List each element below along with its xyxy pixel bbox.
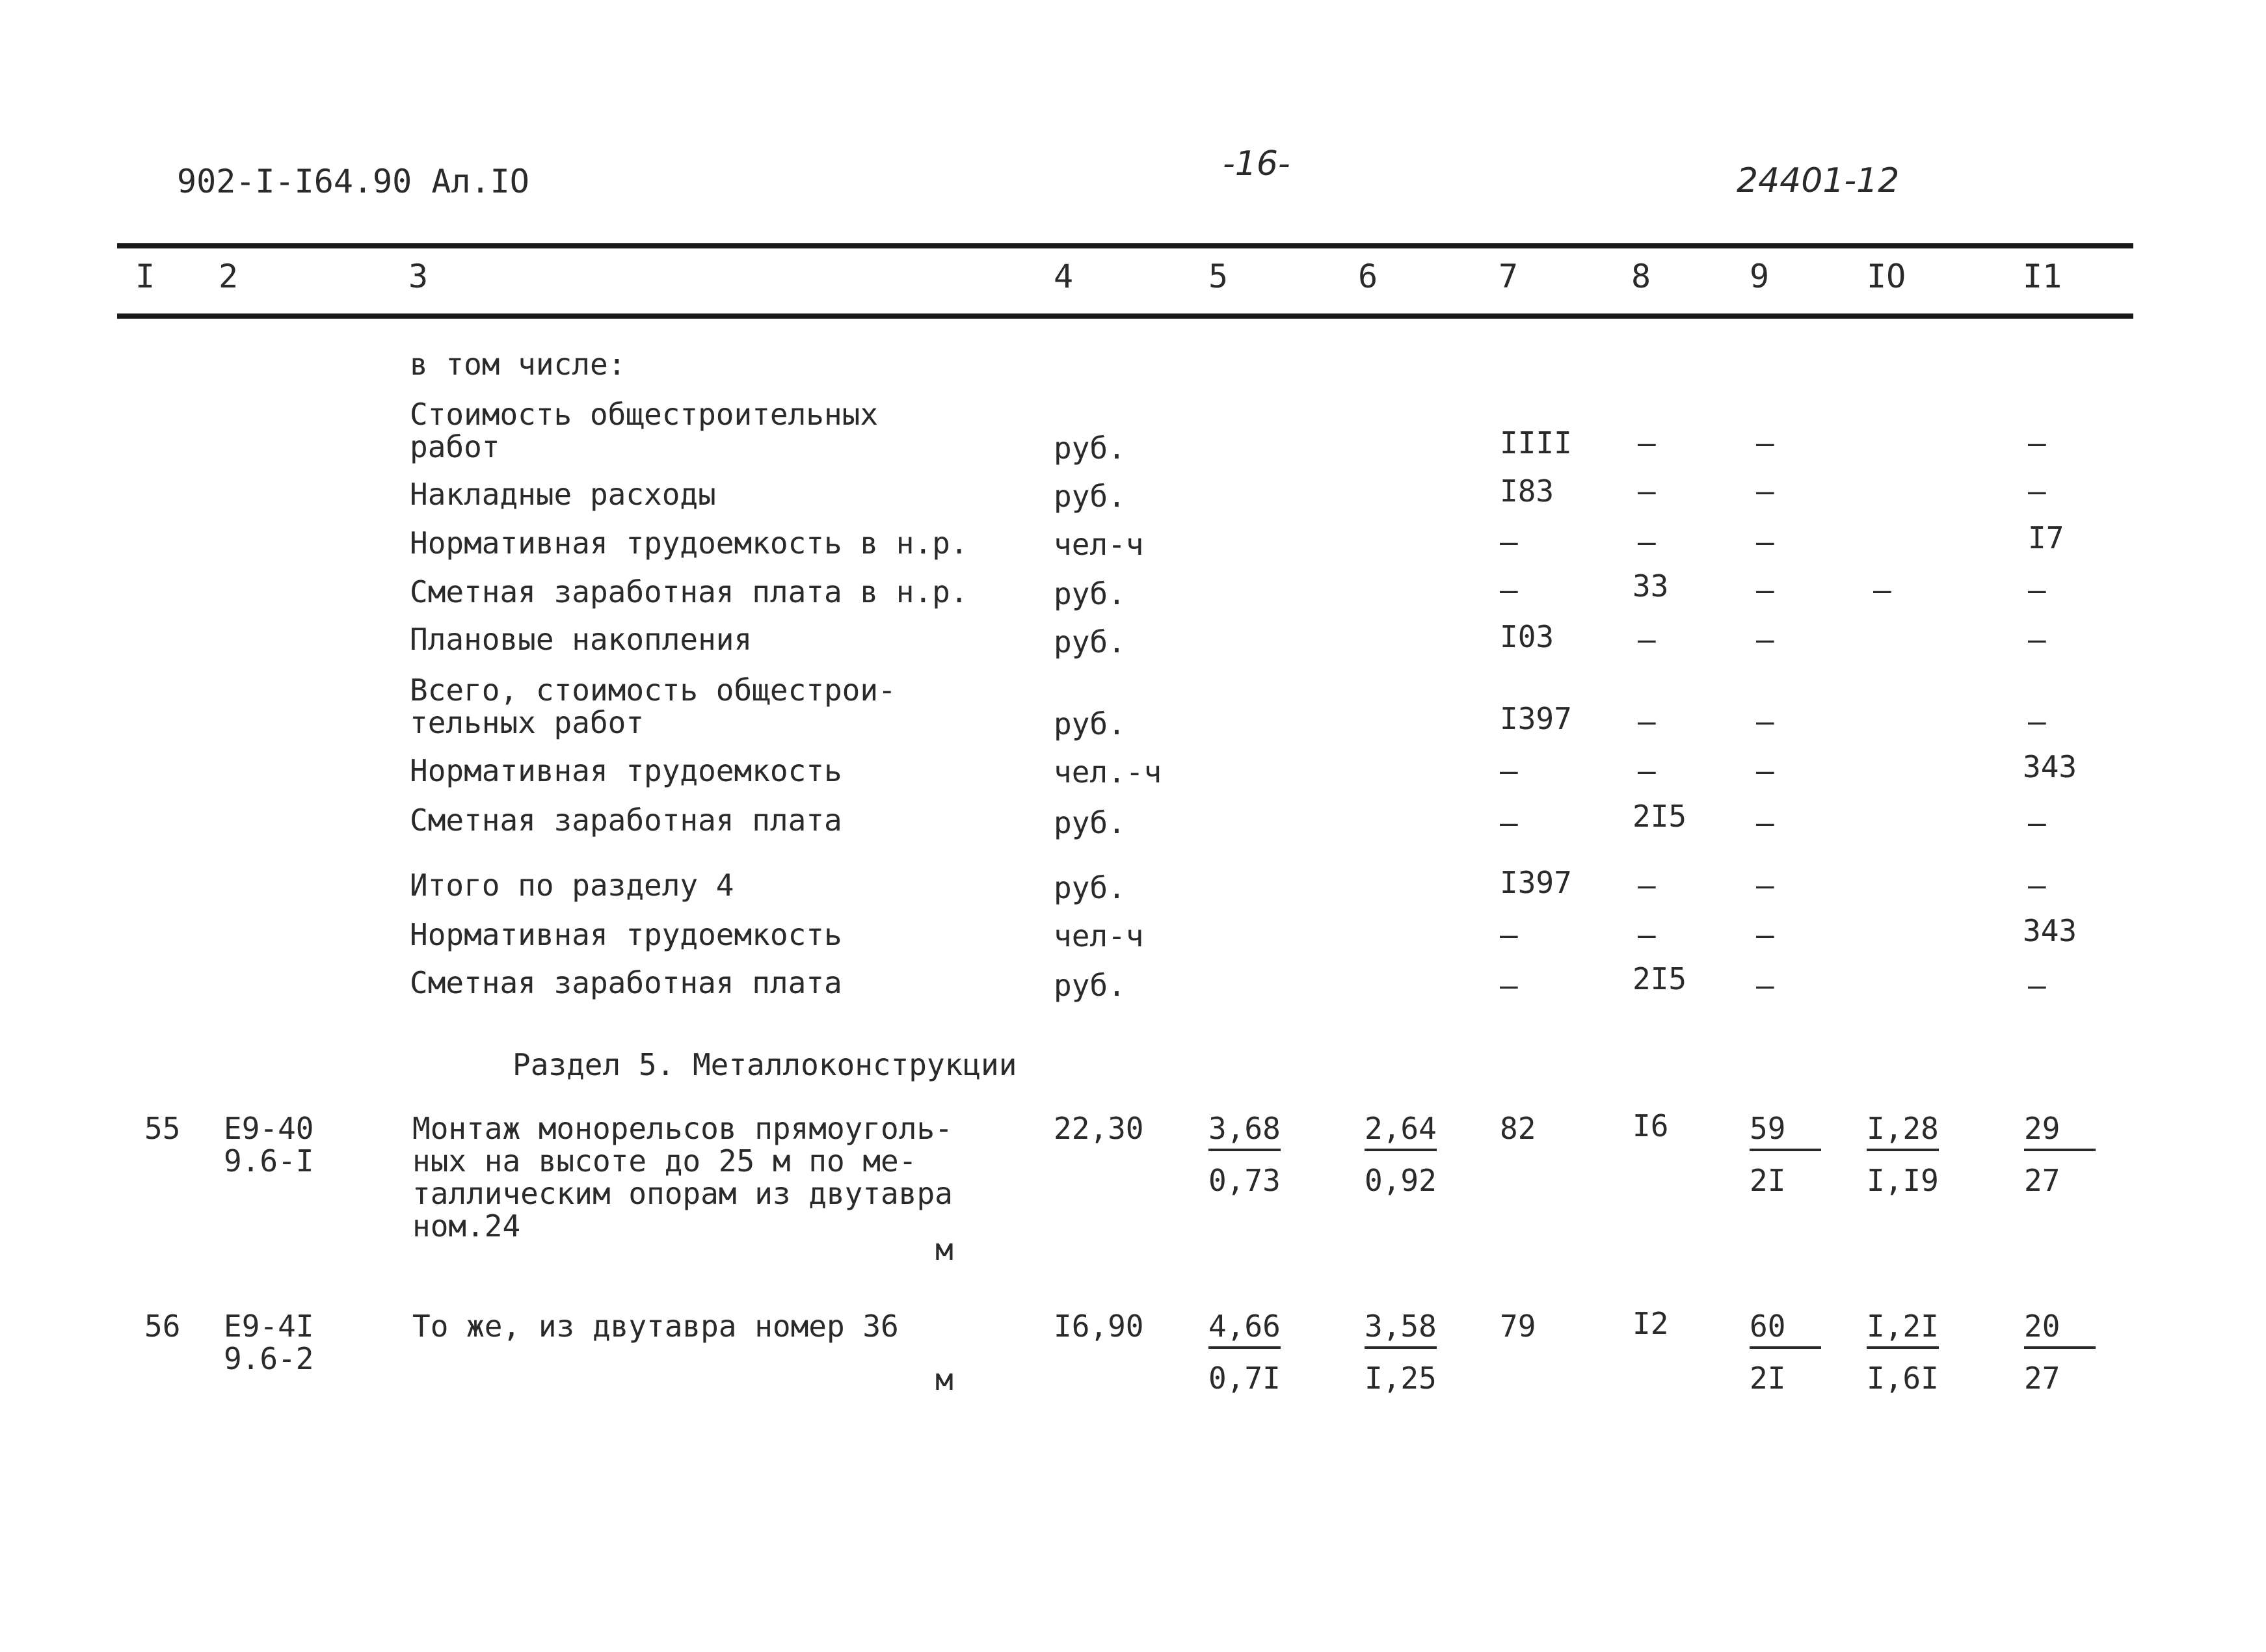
fraction-c6 <box>1365 1310 1437 1394</box>
item-description: ных на высоте до 25 м по ме- <box>412 1143 917 1179</box>
row-name: работ <box>410 429 500 464</box>
cell-c11: – <box>2028 622 2046 657</box>
row-name: Стоимость общестроительных <box>410 397 879 432</box>
row-unit: руб. <box>1054 624 1126 659</box>
cell-c7: – <box>1500 805 1518 840</box>
cell-c7: 82 <box>1500 1111 1536 1146</box>
row-unit: руб. <box>1054 576 1126 611</box>
fraction-denominator: I,I9 <box>1867 1163 1939 1198</box>
cell-c11: 343 <box>2023 749 2077 784</box>
table-header-rule <box>117 313 2133 319</box>
row-name: Нормативная трудоемкость <box>410 917 842 952</box>
cell-c11: – <box>2028 968 2046 1003</box>
row-unit: чел-ч <box>1054 527 1144 562</box>
fraction-c6 <box>1365 1112 1437 1197</box>
item-code: 9.6-2 <box>224 1341 314 1376</box>
cell-c9: – <box>1756 473 1774 509</box>
fraction-denominator: I,6I <box>1867 1361 1939 1396</box>
item-measure-unit: м <box>935 1362 953 1397</box>
item-code: 9.6-I <box>224 1143 314 1179</box>
cell-c8: – <box>1638 868 1656 903</box>
cell-c8: – <box>1638 917 1656 952</box>
cell-c7: – <box>1500 917 1518 952</box>
item-measure-unit: м <box>935 1232 953 1267</box>
row-name: тельных работ <box>410 705 645 740</box>
cell-c8: – <box>1638 425 1656 460</box>
fraction-c5 <box>1208 1310 1281 1394</box>
cell-c9: – <box>1756 622 1774 657</box>
fraction-numerator: 2,64 <box>1365 1112 1437 1151</box>
fraction-c11 <box>2024 1112 2096 1197</box>
column-header: 3 <box>408 258 429 295</box>
column-header: 2 <box>219 258 239 295</box>
row-unit: чел-ч <box>1054 918 1144 953</box>
document-number: 24401-12 <box>1737 161 1900 200</box>
summary-intro: в том числе: <box>410 347 626 382</box>
cell-c8: – <box>1638 753 1656 788</box>
cell-c7: – <box>1500 572 1518 607</box>
row-name: Всего, стоимость общестрои- <box>410 673 896 708</box>
row-name: Плановые накопления <box>410 622 753 657</box>
fraction-denominator: 0,73 <box>1208 1163 1281 1198</box>
row-unit: руб. <box>1054 479 1126 514</box>
fraction-denominator: 2I <box>1750 1361 1786 1396</box>
fraction-numerator: 4,66 <box>1208 1310 1281 1349</box>
row-name: Сметная заработная плата в н.р. <box>410 574 968 609</box>
cell-c8: I2 <box>1633 1306 1669 1341</box>
column-header: 7 <box>1499 258 1519 295</box>
cell-c9: – <box>1756 704 1774 739</box>
row-name: Нормативная трудоемкость <box>410 753 842 788</box>
column-header: IO <box>1867 258 1906 295</box>
cell-c8: – <box>1638 622 1656 657</box>
fraction-denominator: 27 <box>2024 1163 2060 1198</box>
cell-c11: I7 <box>2028 520 2064 555</box>
item-code: Е9-4I <box>224 1309 314 1344</box>
cell-c7: I83 <box>1500 473 1554 509</box>
item-description: ном.24 <box>412 1208 521 1244</box>
row-unit: руб. <box>1054 805 1126 840</box>
document-code: 902-I-I64.90 Ал.IO <box>177 163 529 200</box>
item-description: Монтаж монорельсов прямоуголь- <box>412 1111 953 1146</box>
fraction-c11 <box>2024 1310 2096 1394</box>
item-description: таллическим опорам из двутавра <box>412 1176 953 1211</box>
row-name: Итого по разделу 4 <box>410 868 734 903</box>
cell-c11: – <box>2028 425 2046 460</box>
row-unit: руб. <box>1054 870 1126 905</box>
cell-c7: IIII <box>1500 425 1572 460</box>
row-name: Нормативная трудоемкость в н.р. <box>410 526 968 561</box>
fraction-denominator: 0,7I <box>1208 1361 1281 1396</box>
cell-c7: – <box>1500 524 1518 559</box>
fraction-c9 <box>1750 1112 1821 1197</box>
cell-c9: – <box>1756 868 1774 903</box>
cell-c9: – <box>1756 968 1774 1003</box>
cell-c9: – <box>1756 425 1774 460</box>
cell-c11: – <box>2028 704 2046 739</box>
row-unit: руб. <box>1054 431 1126 466</box>
cell-c7: 79 <box>1500 1309 1536 1344</box>
fraction-c9 <box>1750 1310 1821 1394</box>
fraction-numerator: I,2I <box>1867 1310 1939 1349</box>
row-unit: руб. <box>1054 706 1126 741</box>
cell-c8: I6 <box>1633 1108 1669 1143</box>
fraction-numerator: I,28 <box>1867 1112 1939 1151</box>
column-header: I1 <box>2023 258 2062 295</box>
item-quantity: 22,30 <box>1054 1111 1144 1146</box>
cell-c11: – <box>2028 868 2046 903</box>
fraction-numerator: 3,68 <box>1208 1112 1281 1151</box>
row-unit: чел.-ч <box>1054 754 1162 790</box>
fraction-denominator: 2I <box>1750 1163 1786 1198</box>
row-name: Накладные расходы <box>410 477 716 512</box>
fraction-numerator: 29 <box>2024 1112 2096 1151</box>
table-top-rule <box>117 243 2133 248</box>
cell-c11: – <box>2028 473 2046 509</box>
item-number: 56 <box>144 1309 181 1344</box>
cell-c7: I397 <box>1500 701 1572 736</box>
cell-c8: 2I5 <box>1633 799 1687 834</box>
item-quantity: I6,90 <box>1054 1309 1144 1344</box>
cell-c9: – <box>1756 524 1774 559</box>
cell-c8: 2I5 <box>1633 961 1687 996</box>
cell-c9: – <box>1756 572 1774 607</box>
cell-c7: – <box>1500 753 1518 788</box>
fraction-c10 <box>1867 1310 1939 1394</box>
fraction-numerator: 3,58 <box>1365 1310 1437 1349</box>
fraction-numerator: 20 <box>2024 1310 2096 1349</box>
cell-c8: 33 <box>1633 568 1669 604</box>
cell-c11: – <box>2028 805 2046 840</box>
fraction-c10 <box>1867 1112 1939 1197</box>
column-header: 8 <box>1631 258 1651 295</box>
fraction-denominator: 0,92 <box>1365 1163 1437 1198</box>
cell-c10: – <box>1873 572 1891 607</box>
column-header: 9 <box>1750 258 1770 295</box>
column-header: 6 <box>1358 258 1378 295</box>
row-unit: руб. <box>1054 968 1126 1003</box>
item-number: 55 <box>144 1111 181 1146</box>
item-description: То же, из двутавра номер 36 <box>412 1309 899 1344</box>
column-header: I <box>135 258 155 295</box>
cell-c8: – <box>1638 473 1656 509</box>
column-header: 5 <box>1208 258 1229 295</box>
cell-c7: I03 <box>1500 619 1554 654</box>
fraction-numerator: 59 <box>1750 1112 1821 1151</box>
section-title: Раздел 5. Металлоконструкции <box>513 1047 1017 1082</box>
cell-c9: – <box>1756 805 1774 840</box>
cell-c8: – <box>1638 704 1656 739</box>
fraction-denominator: 27 <box>2024 1361 2060 1396</box>
row-name: Сметная заработная плата <box>410 803 842 838</box>
item-code: Е9-40 <box>224 1111 314 1146</box>
cell-c9: – <box>1756 917 1774 952</box>
cell-c9: – <box>1756 753 1774 788</box>
fraction-denominator: I,25 <box>1365 1361 1437 1396</box>
cell-c7: – <box>1500 968 1518 1003</box>
row-name: Сметная заработная плата <box>410 965 842 1000</box>
fraction-c5 <box>1208 1112 1281 1197</box>
cell-c8: – <box>1638 524 1656 559</box>
cell-c7: I397 <box>1500 865 1572 900</box>
column-header: 4 <box>1054 258 1074 295</box>
cell-c11: 343 <box>2023 913 2077 948</box>
fraction-numerator: 60 <box>1750 1310 1821 1349</box>
cell-c11: – <box>2028 572 2046 607</box>
page-number: -16- <box>1223 144 1290 183</box>
